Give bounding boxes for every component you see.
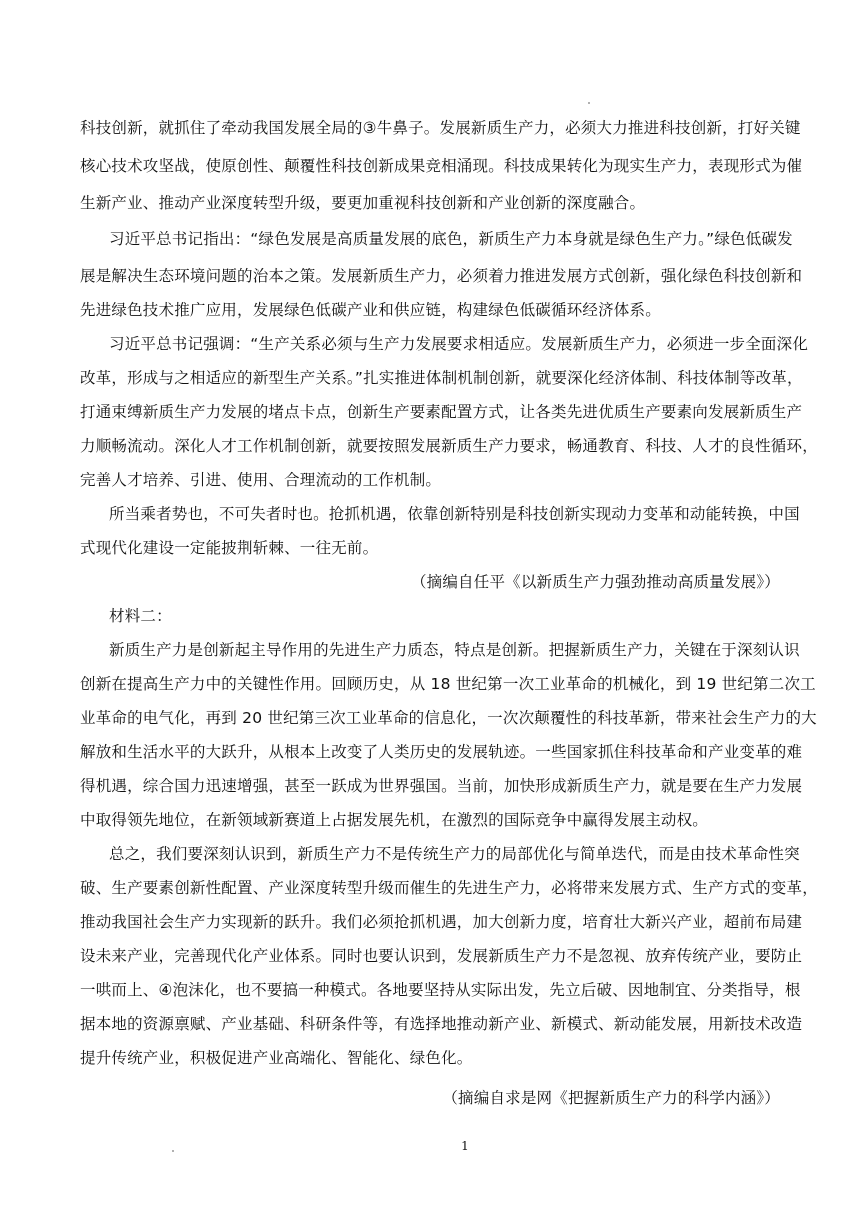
text-line: 中取得领先地位，在新领域新赛道上占据发展先机，在激烈的国际竞争中赢得发展主动权。: [80, 811, 709, 829]
scan-speck: [588, 102, 590, 104]
text-line: 改革，形成与之相适应的新型生产关系。”扎实推进体制机制创新，就要深化经济体制、科技体制等改革，: [80, 369, 803, 387]
text-line: 打通束缚新质生产力发展的堵点卡点，创新生产要素配置方式，让各类先进优质生产要素向发展新质生产: [80, 403, 803, 421]
paragraph-start-line: 习近平总书记指出：“绿色发展是高质量发展的底色，新质生产力本身就是绿色生产力。”绿色低碳发: [109, 230, 793, 248]
text-line: 科技创新，就抓住了牵动我国发展全局的③牛鼻子。发展新质生产力，必须大力推进科技创新，打好关键: [80, 119, 801, 137]
text-line: 业革命的电气化，再到 20 世纪第三次工业革命的信息化，一次次颠覆性的科技革新，带来社会生产力的大: [80, 709, 817, 727]
paragraph-start-line: 习近平总书记强调：“生产关系必须与生产力发展要求相适应。发展新质生产力，必须进一步全面深化: [109, 335, 809, 353]
text-line: 一哄而上、④泡沫化，也不要搞一种模式。各地要坚持从实际出发，先立后破、因地制宜、分类指导，根: [80, 981, 801, 999]
page-number: 1: [461, 1139, 469, 1153]
text-line: 先进绿色技术推广应用，发展绿色低碳产业和供应链，构建绿色低碳循环经济体系。: [80, 301, 661, 319]
source-citation: （摘编自任平《以新质生产力强劲推动高质量发展》）: [410, 573, 780, 591]
paragraph-start-line: 总之，我们要深刻认识到，新质生产力不是传统生产力的局部优化与简单迭代，而是由技术革命性突: [109, 845, 800, 863]
text-line: 创新在提高生产力中的关键性作用。回顾历史，从 18 世纪第一次工业革命的机械化，到 19 世纪第二次工: [80, 675, 816, 693]
section-heading: 材料二：: [109, 607, 172, 625]
text-line: 设未来产业，完善现代化产业体系。同时也要认识到，发展新质生产力不是忽视、放弃传统产业，要防止: [80, 947, 803, 965]
text-line: 核心技术攻坚战，使原创性、颠覆性科技创新成果竞相涌现。科技成果转化为现实生产力，表现形式为催: [80, 157, 803, 175]
source-citation: （摘编自求是网《把握新质生产力的科学内涵》）: [442, 1089, 780, 1107]
text-line: 推动我国社会生产力实现新的跃升。我们必须抢抓机遇，加大创新力度，培育壮大新兴产业，超前布局建: [80, 913, 803, 931]
text-line: 破、生产要素创新性配置、产业深度转型升级而催生的先进生产力，必将带来发展方式、生产方式的变革，: [80, 879, 818, 897]
text-line: 据本地的资源禀赋、产业基础、科研条件等，有选择地推动新产业、新模式、新动能发展，用新技术改造: [80, 1015, 803, 1033]
text-line: 完善人才培养、引进、使用、合理流动的工作机制。: [80, 471, 442, 489]
text-line: 式现代化建设一定能披荆斩棘、一往无前。: [80, 539, 379, 557]
text-line: 生新产业、推动产业深度转型升级，要更加重视科技创新和产业创新的深度融合。: [80, 194, 646, 212]
text-line: 解放和生活水平的大跃升，从根本上改变了人类历史的发展轨迹。一些国家抓住科技革命和产业变革的难: [80, 743, 803, 761]
text-line: 提升传统产业，积极促进产业高端化、智能化、绿色化。: [80, 1049, 473, 1067]
text-line: 得机遇，综合国力迅速增强，甚至一跃成为世界强国。当前，加快形成新质生产力，就是要在生产力发展: [80, 777, 803, 795]
paragraph-start-line: 所当乘者势也，不可失者时也。抢抓机遇，依靠创新特别是科技创新实现动力变革和动能转换，中国: [109, 505, 800, 523]
text-line: 展是解决生态环境问题的治本之策。发展新质生产力，必须着力推进发展方式创新，强化绿色科技创新和: [80, 267, 803, 285]
text-line: 力顺畅流动。深化人才工作机制创新，就要按照发展新质生产力要求，畅通教育、科技、人才的良性循环，: [80, 437, 818, 455]
scan-speck: [172, 1150, 174, 1152]
paragraph-start-line: 新质生产力是创新起主导作用的先进生产力质态，特点是创新。把握新质生产力，关键在于深刻认识: [109, 641, 800, 659]
